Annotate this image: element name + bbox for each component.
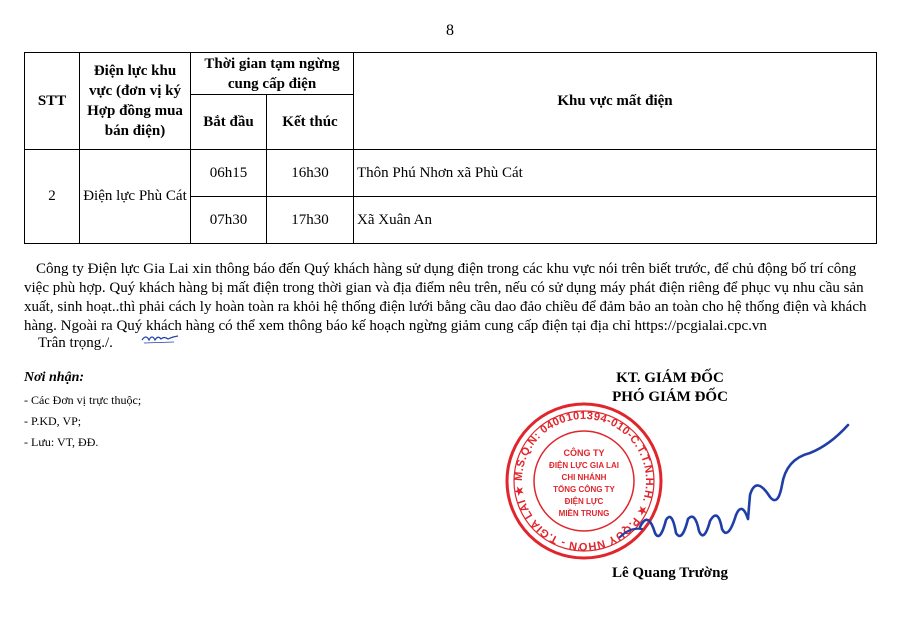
recipient-item: - Các Đơn vị trực thuộc; — [24, 393, 142, 407]
recipients-block — [24, 370, 141, 453]
cell-start: 06h15 — [191, 150, 267, 197]
svg-text:ĐIỆN LỰC: ĐIỆN LỰC — [564, 497, 604, 506]
handwritten-signature — [600, 415, 860, 565]
page-number: 8 — [446, 22, 454, 39]
initials-mark — [140, 330, 180, 346]
cell-area: Thôn Phú Nhơn xã Phù Cát — [354, 150, 877, 197]
svg-text:CÔNG TY: CÔNG TY — [563, 448, 605, 458]
recipient-item: - P.KD, VP; — [24, 414, 82, 428]
svg-text:TỔNG CÔNG TY: TỔNG CÔNG TY — [553, 485, 615, 494]
notice-paragraph — [24, 260, 876, 336]
header-time-group: Thời gian tạm ngừng cung cấp điện — [191, 53, 354, 95]
cell-stt: 2 — [25, 150, 80, 244]
header-end: Kết thúc — [267, 95, 354, 150]
svg-text:CHI NHÁNH: CHI NHÁNH — [561, 473, 607, 482]
regards-text: Trân trọng./. — [38, 335, 113, 351]
cell-end: 17h30 — [267, 197, 354, 244]
svg-text:ĐIỆN LỰC GIA LAI: ĐIỆN LỰC GIA LAI — [549, 461, 619, 470]
table-row — [25, 150, 877, 197]
header-unit: Điện lực khu vực (đơn vị ký Hợp đồng mua bán điện) — [80, 53, 191, 150]
recipients-heading: Nơi nhận: — [24, 370, 85, 385]
notice-text: Công ty Điện lực Gia Lai xin thông báo đến Quý khách hàng sử dụng điện trong các khu vực nói trên biết trước, để chủ động bố trí công việc phù hợp. Quý khách hàng bị mất điện trong thời gian và địa điểm nêu trên, nếu có sử dụng máy phát điện riêng để phục vụ nhu cầu sản xuất, sinh hoạt..thì phải cách ly hoàn toàn ra khỏi hệ thống điện lưới bằng cầu dao đảo chiều để đảm bảo an toàn cho hệ thống điện và khách hàng. Ngoài ra Quý khách hàng có thể xem thông báo kế hoạch ngừng giảm cung cấp điện tại địa chỉ https://pcgialai.cpc.vn — [24, 261, 867, 334]
svg-text:MIỀN TRUNG: MIỀN TRUNG — [558, 509, 610, 518]
recipient-item: - Lưu: VT, ĐĐ. — [24, 435, 99, 449]
header-area: Khu vực mất điện — [354, 53, 877, 150]
svg-text:M.S.Q.N: 0400101394-010-C.T.T.: M.S.Q.N: 0400101394-010-C.T.T.N.H.H. ★ P.QUY NHƠN - T.GIA LAI ★ — [512, 409, 656, 553]
outage-table — [24, 52, 877, 244]
cell-start: 07h30 — [191, 197, 267, 244]
cell-end: 16h30 — [267, 150, 354, 197]
header-stt: STT — [25, 53, 80, 150]
cell-area: Xã Xuân An — [354, 197, 877, 244]
signature-title-line1: KT. GIÁM ĐỐC — [616, 370, 724, 386]
signature-title-line2: PHÓ GIÁM ĐỐC — [612, 389, 728, 405]
cell-unit: Điện lực Phù Cát — [80, 150, 191, 244]
signer-name: Lê Quang Trường — [612, 565, 728, 581]
header-start: Bắt đầu — [191, 95, 267, 150]
